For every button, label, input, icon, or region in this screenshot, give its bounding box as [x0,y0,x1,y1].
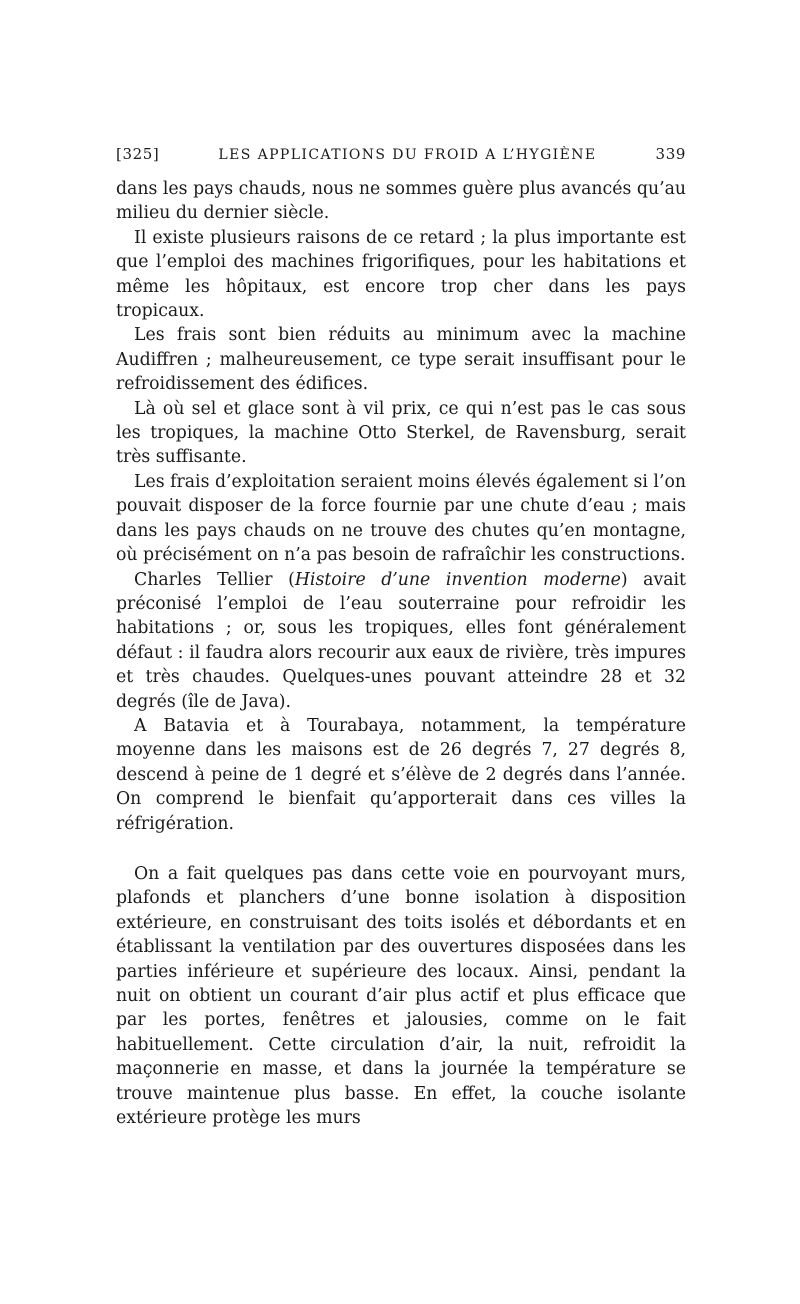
paragraph: A Batavia et à Tourabaya, notamment, la température moyenne dans les maisons est de 26 degrés 7, 27 degrés 8, descend à peine de 1 degré et s’élève de 2 degrés dans l’année. On comprend le bienfait qu’apporterait dans ces villes la réfrigération. [116,715,686,834]
running-title: LES APPLICATIONS DU FROID A L’HYGIÈNE [218,147,597,163]
paragraph: Les frais d’exploitation seraient moins élevés également si l’on pouvait disposer de la force fournie par une chute d’eau ; mais dans les pays chauds on ne trouve des chutes qu’en montagne, où précisément on n’a pas besoin de rafraîchir les constructions. [116,471,686,566]
section-reference: [325] [116,145,160,163]
page-number: 339 [655,145,686,163]
paragraph-text: ) avait préconisé l’emploi de l’eau souterraine pour refroidir les habitations ; or, sous les tropiques, elles font généralement défaut : il faudra alors recourir aux eaux de rivière, très impures et très chaudes. Quelques-unes pouvant atteindre 28 et 32 degrés (île de Java). [116,569,686,712]
paragraph [116,568,686,714]
paragraph: On a fait quelques pas dans cette voie en pourvoyant murs, plafonds et planchers d’une bonne isolation à disposition extérieure, en construisant des toits isolés et débordants et en établissant la ventilation par des ouvertures disposées dans les parties inférieure et supérieure des locaux. Ainsi, pendant la nuit on obtient un courant d’air plus actif et plus efficace que par les portes, fenêtres et jalousies, comme on le fait habituellement. Cette circulation d’air, la nuit, refroidit la maçonnerie en masse, et dans la journée la température se trouve maintenue plus basse. En effet, la couche isolante extérieure protège les murs [116,863,686,1129]
paragraph: Là où sel et glace sont à vil prix, ce qui n’est pas le cas sous les tropiques, la machine Otto Sterkel, de Ravensburg, serait très suffisante. [116,398,686,468]
section-break [116,836,686,862]
paragraph: Il existe plusieurs raisons de ce retard ; la plus importante est que l’emploi des machines frigorifiques, pour les habitations et même les hôpitaux, est encore trop cher dans les pays tropicaux. [116,227,686,322]
book-page [116,145,686,1130]
running-head [116,145,686,163]
paragraph: Les frais sont bien réduits au minimum avec la machine Audiffren ; malheureusement, ce type serait insuffisant pour le refroidissement des édifices. [116,325,686,395]
book-title-italic: Histoire d’une invention moderne [294,569,621,590]
paragraph: dans les pays chauds, nous ne sommes guère plus avancés qu’au milieu du dernier siècle. [116,179,686,224]
paragraph-text: Charles Tellier ( [134,569,295,590]
